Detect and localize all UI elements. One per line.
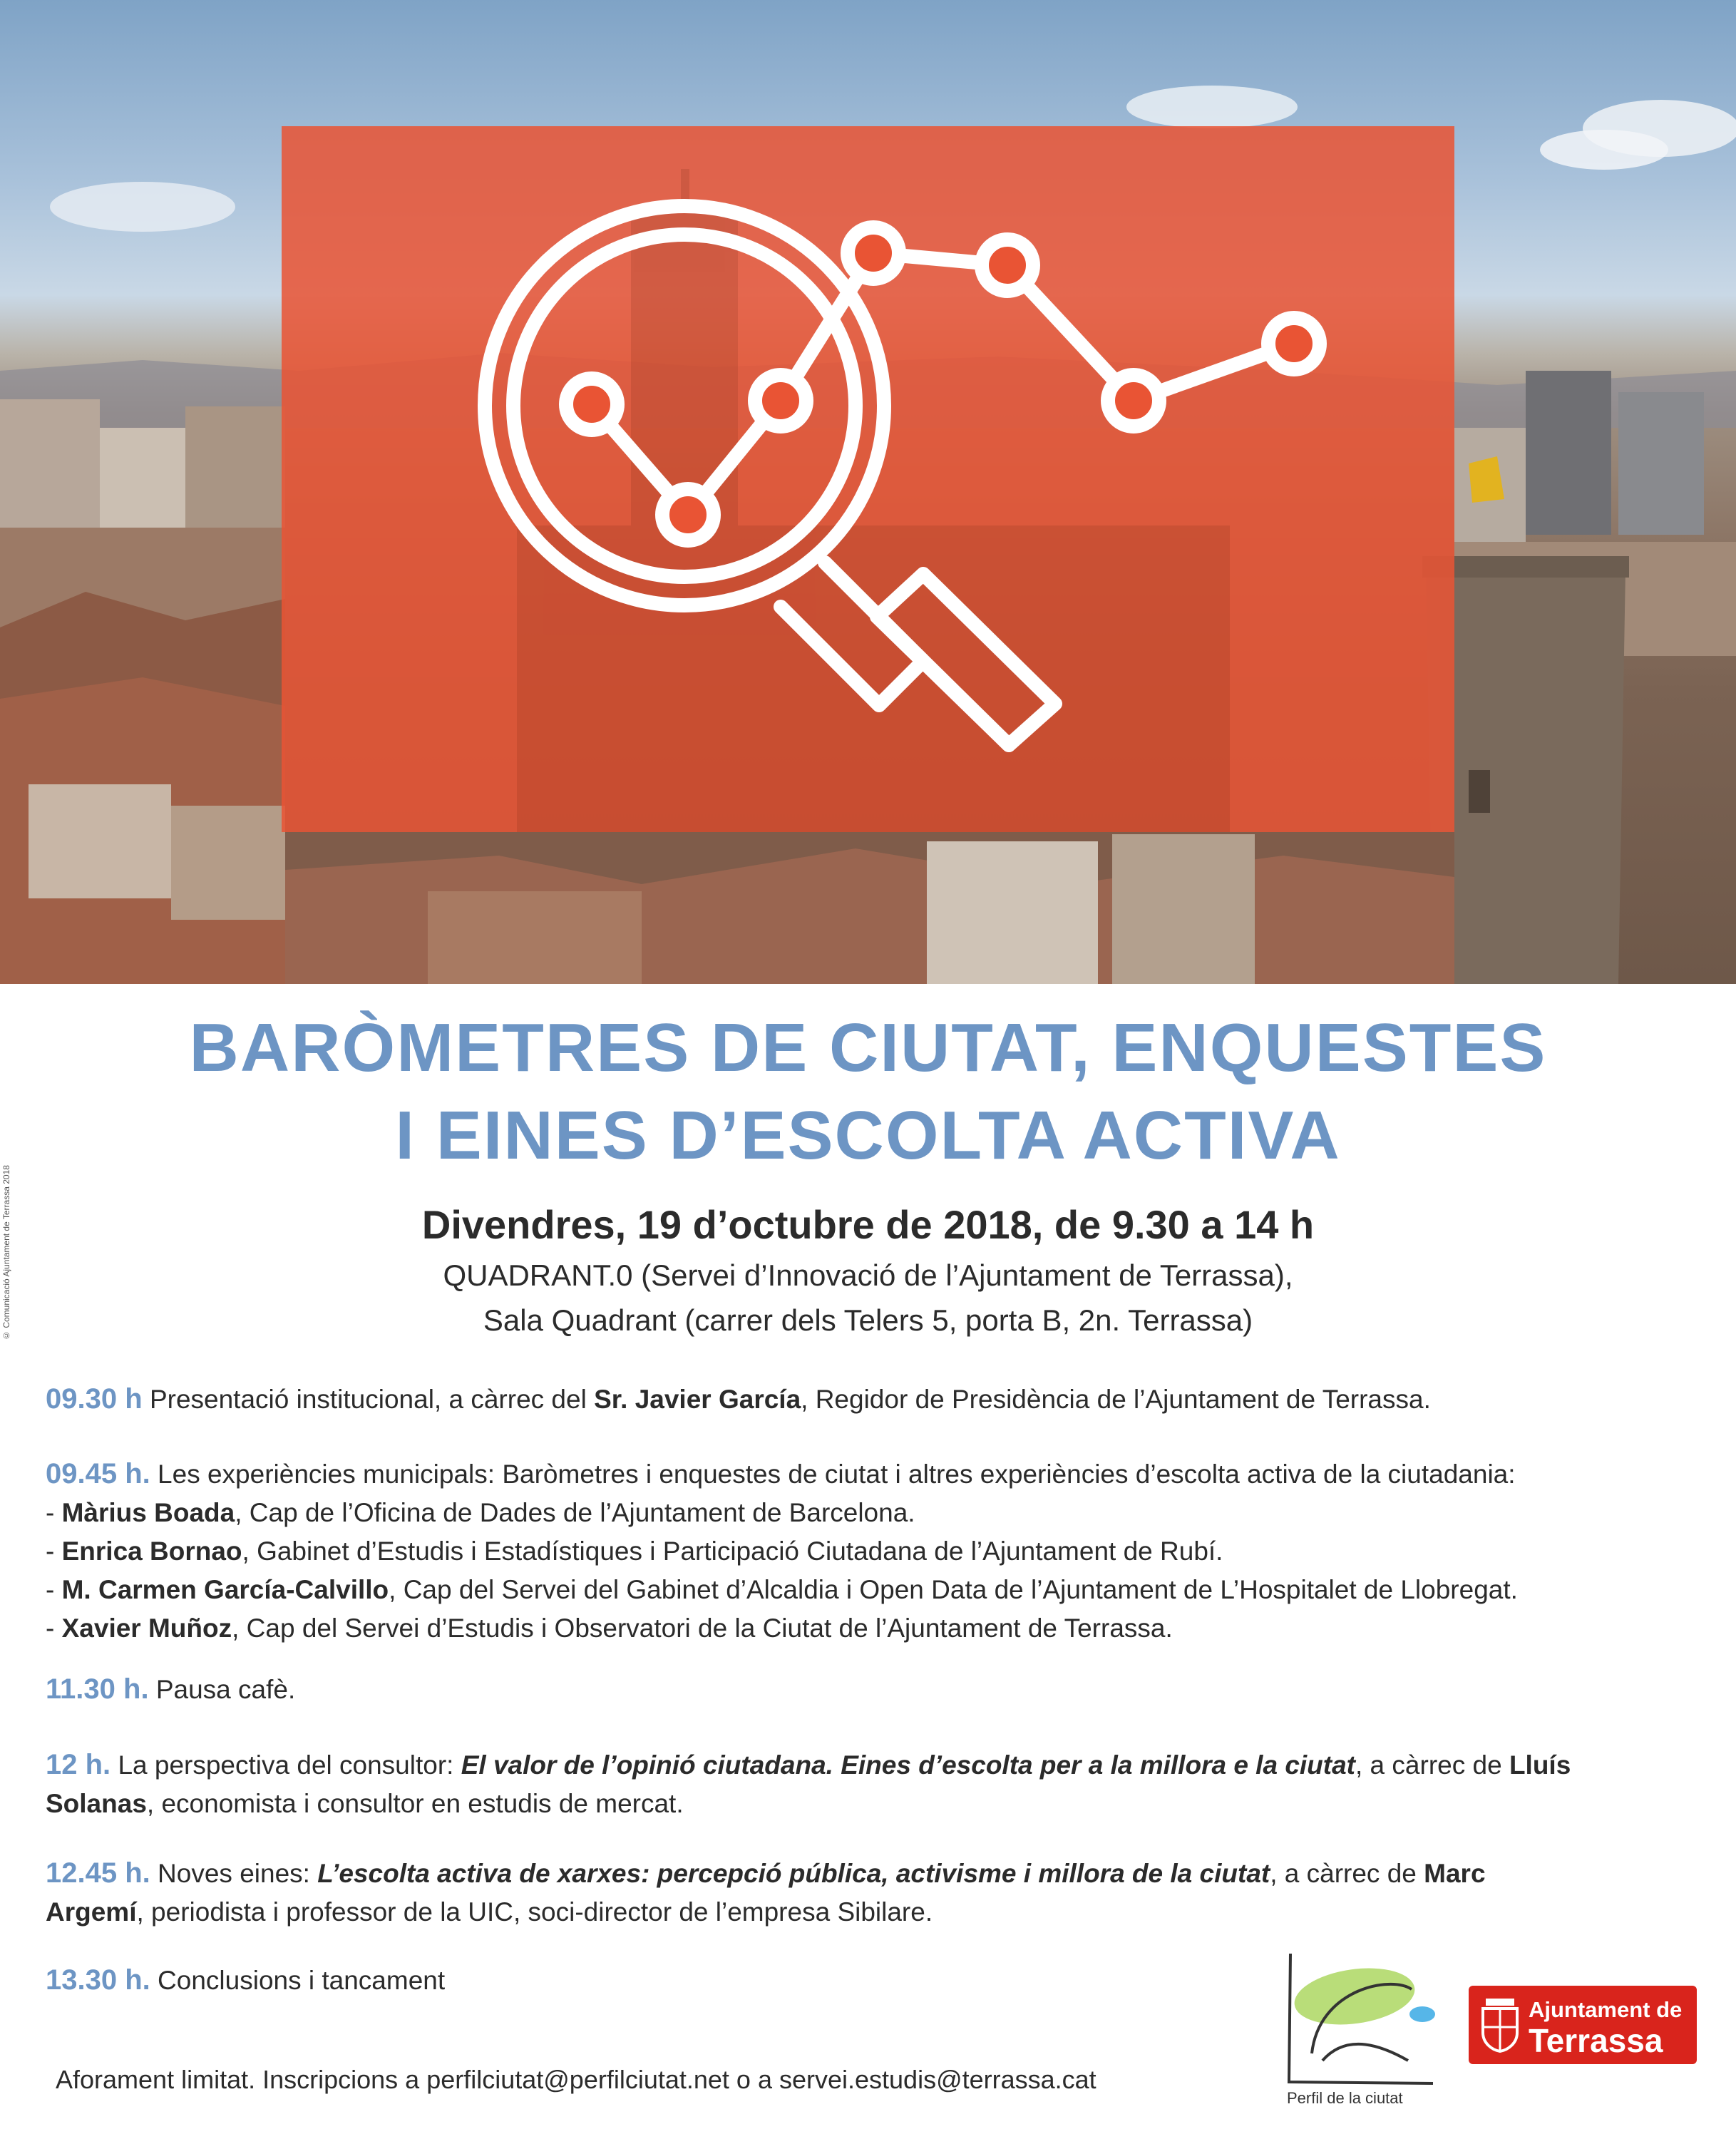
speaker-list-item: - Enrica Bornao, Gabinet d’Estudis i Estadístiques i Participació Ciutadana de l’Ajuntament de Rubí.	[46, 1537, 1223, 1566]
terrassa-logo-line-1: Ajuntament de	[1529, 1997, 1683, 2022]
program-text: , a càrrec de	[1355, 1750, 1502, 1780]
program-text: , a càrrec de	[1270, 1859, 1417, 1888]
speaker-name: Sr. Javier García	[594, 1385, 801, 1414]
talk-title: El valor de l’opinió ciutadana. Eines d’escolta per a la millora e la ciutat	[461, 1750, 1355, 1780]
terrassa-logo-line-2: Terrassa	[1529, 2022, 1663, 2059]
program-time: 12 h.	[46, 1749, 111, 1780]
program-item-0930	[46, 1380, 1707, 1419]
speaker-list-item: - M. Carmen García-Calvillo, Cap del Servei del Gabinet d’Alcaldia i Open Data de l’Ajuntament de L’Hospitalet de Llobregat.	[46, 1575, 1518, 1604]
speaker-role: , Cap del Servei d’Estudis i Observatori de la Ciutat de l’Ajuntament de Terrassa.	[232, 1614, 1173, 1643]
speaker-list-item: - Xavier Muñoz, Cap del Servei d’Estudis i Observatori de la Ciutat de l’Ajuntament de Terrassa.	[46, 1614, 1173, 1643]
program-time: 09.45 h.	[46, 1458, 150, 1489]
program-time: 09.30 h	[46, 1383, 143, 1415]
speaker-role: , economista i consultor en estudis de mercat.	[146, 1789, 684, 1818]
program-item-1200	[46, 1745, 1707, 1823]
event-date: Divendres, 19 d’octubre de 2018, de 9.30 a 14 h	[421, 1202, 1315, 1247]
speaker-name: Solanas	[46, 1789, 147, 1818]
page-title-line-1: BARÒMETRES DE CIUTAT, ENQUESTES	[189, 1010, 1547, 1086]
perfil-ciutat-logo	[1269, 1946, 1469, 2114]
program-item-0945	[46, 1455, 1707, 1648]
speaker-list-item: - Màrius Boada, Cap de l’Oficina de Dades de l’Ajuntament de Barcelona.	[46, 1498, 915, 1527]
speaker-role: , Regidor de Presidència de l’Ajuntament de Terrassa.	[801, 1385, 1431, 1414]
hero-photo	[0, 0, 1736, 984]
speaker-role: , Cap de l’Oficina de Dades de l’Ajuntament de Barcelona.	[235, 1498, 915, 1527]
program-text: Pausa cafè.	[155, 1675, 296, 1704]
page-title-line-2: I EINES D’ESCOLTA ACTIVA	[395, 1097, 1341, 1174]
speaker-role: , periodista i professor de la UIC, soci-director de l’empresa Sibilare.	[136, 1897, 933, 1927]
photo-credit: © Comunicació Ajuntament de Terrassa 2018	[1, 1165, 11, 1340]
magnifying-glass-data-chart-icon	[282, 126, 1454, 832]
program-text: Conclusions i tancament	[158, 1966, 446, 1995]
speaker-role: , Gabinet d’Estudis i Estadístiques i Participació Ciutadana de l’Ajuntament de Rubí.	[242, 1537, 1223, 1566]
program-time: 11.30 h.	[46, 1673, 149, 1705]
program-text: La perspectiva del consultor:	[118, 1750, 454, 1780]
program-text: Les experiències municipals: Baròmetres i enquestes de ciutat i altres experiències d’escolta activa de la ciutadania:	[158, 1460, 1516, 1489]
program-time: 13.30 h.	[46, 1964, 150, 1996]
program-item-1130	[46, 1670, 1707, 1709]
program-text: Presentació institucional, a càrrec del	[149, 1385, 587, 1414]
program-text: Noves eines:	[158, 1859, 310, 1888]
speaker-role: , Cap del Servei del Gabinet d’Alcaldia i Open Data de l’Ajuntament de L’Hospitalet de Llobregat.	[389, 1575, 1518, 1604]
speaker-name: Xavier Muñoz	[61, 1614, 232, 1643]
perfil-ciutat-caption: Perfil de la ciutat	[1287, 2089, 1403, 2107]
header-graphic-box	[282, 126, 1454, 832]
speaker-name: Marc	[1424, 1859, 1486, 1888]
terrassa-shield-icon	[1480, 1999, 1520, 2053]
speaker-name: Enrica Bornao	[61, 1537, 242, 1566]
event-venue-line-2: Sala Quadrant (carrer dels Telers 5, porta B, 2n. Terrassa)	[483, 1303, 1253, 1337]
talk-title: L’escolta activa de xarxes: percepció pública, activisme i millora de la ciutat	[317, 1859, 1270, 1888]
event-venue-line-1: QUADRANT.0 (Servei d’Innovació de l’Ajuntament de Terrassa),	[443, 1258, 1293, 1292]
registration-note: Aforament limitat. Inscripcions a perfilciutat@perfilciutat.net o a servei.estudis@terrassa.cat	[56, 2065, 1096, 2094]
speaker-name: Lluís	[1509, 1750, 1571, 1780]
program-item-1245	[46, 1854, 1707, 1932]
perfil-ciutat-logo-icon	[1269, 1946, 1469, 2089]
speaker-name: Màrius Boada	[61, 1498, 235, 1527]
speaker-name: M. Carmen García-Calvillo	[61, 1575, 389, 1604]
speaker-name: Argemí	[46, 1897, 137, 1927]
ajuntament-terrassa-logo	[1469, 1986, 1697, 2064]
program-time: 12.45 h.	[46, 1857, 150, 1889]
